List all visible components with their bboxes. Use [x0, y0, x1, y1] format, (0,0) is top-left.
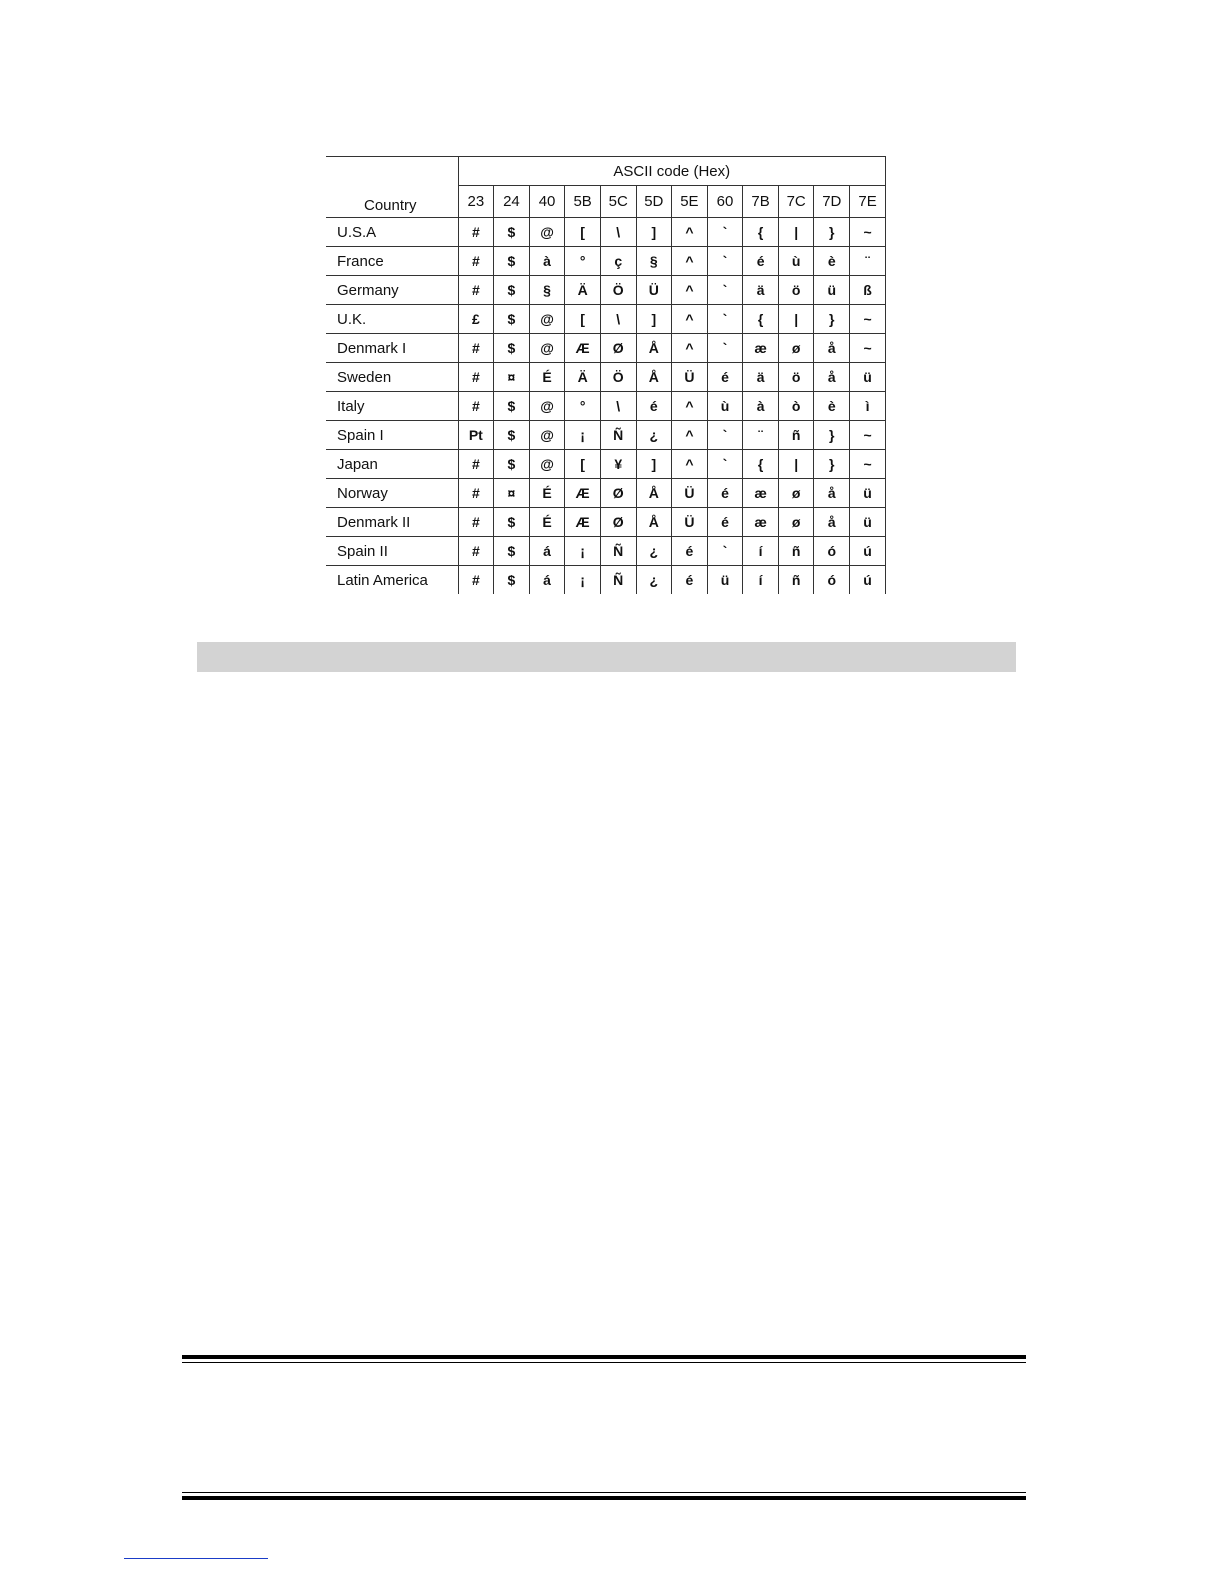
- char-cell: |: [778, 450, 814, 479]
- char-cell: ø: [778, 334, 814, 363]
- char-cell: {: [743, 450, 779, 479]
- char-cell: Æ: [565, 508, 601, 537]
- char-cell: é: [707, 508, 743, 537]
- hex-code-header: 40: [529, 186, 565, 218]
- char-cell: $: [494, 450, 530, 479]
- char-cell: é: [707, 363, 743, 392]
- country-cell: Norway: [326, 479, 458, 508]
- char-cell: Ø: [600, 334, 636, 363]
- country-cell: Denmark II: [326, 508, 458, 537]
- char-cell: Ø: [600, 508, 636, 537]
- gray-caption-bar: [197, 642, 1016, 672]
- char-cell: [: [565, 218, 601, 247]
- char-cell: {: [743, 218, 779, 247]
- char-cell: ^: [672, 276, 708, 305]
- char-cell: ^: [672, 450, 708, 479]
- char-cell: ö: [778, 276, 814, 305]
- char-cell: \: [600, 305, 636, 334]
- char-cell: ä: [743, 276, 779, 305]
- char-cell: é: [672, 566, 708, 595]
- footer-top-rule-thin: [182, 1362, 1026, 1363]
- char-cell: Ü: [672, 363, 708, 392]
- char-cell: Ä: [565, 276, 601, 305]
- char-cell: $: [494, 305, 530, 334]
- char-cell: ]: [636, 305, 672, 334]
- char-cell: #: [458, 363, 494, 392]
- country-cell: Denmark I: [326, 334, 458, 363]
- char-cell: }: [814, 421, 850, 450]
- char-cell: $: [494, 276, 530, 305]
- char-cell: [: [565, 450, 601, 479]
- char-cell: ú: [850, 537, 886, 566]
- char-cell: $: [494, 218, 530, 247]
- char-cell: }: [814, 305, 850, 334]
- char-cell: `: [707, 218, 743, 247]
- char-cell: ó: [814, 566, 850, 595]
- char-cell: §: [529, 276, 565, 305]
- char-cell: Ü: [672, 479, 708, 508]
- char-cell: #: [458, 218, 494, 247]
- char-cell: É: [529, 508, 565, 537]
- hex-code-header: 7B: [743, 186, 779, 218]
- char-cell: ü: [707, 566, 743, 595]
- char-cell: }: [814, 450, 850, 479]
- char-cell: ø: [778, 508, 814, 537]
- table-header-row: [326, 157, 886, 186]
- char-cell: ü: [850, 508, 886, 537]
- char-cell: @: [529, 450, 565, 479]
- char-cell: è: [814, 392, 850, 421]
- hex-code-header: 23: [458, 186, 494, 218]
- country-cell: Latin America: [326, 566, 458, 595]
- country-cell: Sweden: [326, 363, 458, 392]
- country-cell: Spain I: [326, 421, 458, 450]
- char-cell: ä: [743, 363, 779, 392]
- char-cell: Ñ: [600, 566, 636, 595]
- char-cell: |: [778, 218, 814, 247]
- char-cell: $: [494, 508, 530, 537]
- char-cell: ^: [672, 247, 708, 276]
- char-cell: @: [529, 218, 565, 247]
- char-cell: \: [600, 218, 636, 247]
- char-cell: Ö: [600, 276, 636, 305]
- char-cell: °: [565, 247, 601, 276]
- char-cell: `: [707, 334, 743, 363]
- char-cell: Ü: [636, 276, 672, 305]
- char-cell: á: [529, 537, 565, 566]
- char-cell: ~: [850, 334, 886, 363]
- char-cell: É: [529, 479, 565, 508]
- country-cell: U.K.: [326, 305, 458, 334]
- char-cell: #: [458, 537, 494, 566]
- char-cell: ¿: [636, 537, 672, 566]
- char-cell: `: [707, 247, 743, 276]
- char-cell: ¡: [565, 421, 601, 450]
- char-cell: Pt: [458, 421, 494, 450]
- hex-code-header: 60: [707, 186, 743, 218]
- char-cell: ¤: [494, 479, 530, 508]
- char-cell: ø: [778, 479, 814, 508]
- hex-code-header: 5C: [600, 186, 636, 218]
- table-body: [326, 218, 886, 595]
- char-cell: Ñ: [600, 537, 636, 566]
- hex-code-header: 5B: [565, 186, 601, 218]
- char-cell: ñ: [778, 537, 814, 566]
- char-cell: å: [814, 363, 850, 392]
- footnote-separator: [124, 1558, 268, 1559]
- char-cell: ¡: [565, 566, 601, 595]
- char-cell: ö: [778, 363, 814, 392]
- char-cell: ú: [850, 566, 886, 595]
- char-cell: Å: [636, 334, 672, 363]
- char-cell: æ: [743, 508, 779, 537]
- char-cell: @: [529, 421, 565, 450]
- footer-top-rule-thick: [182, 1355, 1026, 1359]
- hex-code-header: 7E: [850, 186, 886, 218]
- char-cell: ^: [672, 334, 708, 363]
- char-cell: ]: [636, 450, 672, 479]
- hex-code-header: 7D: [814, 186, 850, 218]
- char-cell: #: [458, 334, 494, 363]
- char-cell: \: [600, 392, 636, 421]
- char-cell: ^: [672, 392, 708, 421]
- char-cell: ü: [814, 276, 850, 305]
- char-cell: ¨: [743, 421, 779, 450]
- char-cell: é: [707, 479, 743, 508]
- char-cell: æ: [743, 334, 779, 363]
- char-cell: $: [494, 392, 530, 421]
- char-cell: ñ: [778, 566, 814, 595]
- char-cell: ~: [850, 450, 886, 479]
- char-cell: é: [636, 392, 672, 421]
- char-cell: Ñ: [600, 421, 636, 450]
- char-cell: `: [707, 421, 743, 450]
- char-cell: å: [814, 508, 850, 537]
- hex-code-header: 24: [494, 186, 530, 218]
- char-cell: @: [529, 392, 565, 421]
- char-cell: ó: [814, 537, 850, 566]
- char-cell: ü: [850, 363, 886, 392]
- table-row: [326, 363, 886, 392]
- char-cell: `: [707, 450, 743, 479]
- char-cell: `: [707, 537, 743, 566]
- table-row: [326, 566, 886, 595]
- hex-code-header: 5E: [672, 186, 708, 218]
- hex-code-header: 5D: [636, 186, 672, 218]
- table-row: [326, 305, 886, 334]
- char-cell: $: [494, 566, 530, 595]
- char-cell: ¿: [636, 421, 672, 450]
- char-cell: $: [494, 537, 530, 566]
- international-charset-table: [326, 156, 886, 594]
- char-cell: í: [743, 537, 779, 566]
- char-cell: Æ: [565, 334, 601, 363]
- char-cell: °: [565, 392, 601, 421]
- char-cell: Å: [636, 363, 672, 392]
- char-cell: ]: [636, 218, 672, 247]
- char-cell: ^: [672, 421, 708, 450]
- char-cell: É: [529, 363, 565, 392]
- table-row: [326, 218, 886, 247]
- char-cell: ì: [850, 392, 886, 421]
- char-cell: í: [743, 566, 779, 595]
- char-cell: ù: [778, 247, 814, 276]
- char-cell: ~: [850, 305, 886, 334]
- char-cell: §: [636, 247, 672, 276]
- char-cell: @: [529, 334, 565, 363]
- char-cell: $: [494, 334, 530, 363]
- char-cell: é: [743, 247, 779, 276]
- country-cell: France: [326, 247, 458, 276]
- char-cell: Æ: [565, 479, 601, 508]
- table-row: [326, 247, 886, 276]
- country-cell: Italy: [326, 392, 458, 421]
- char-cell: ¥: [600, 450, 636, 479]
- char-cell: ¤: [494, 363, 530, 392]
- char-cell: à: [743, 392, 779, 421]
- char-cell: `: [707, 305, 743, 334]
- char-cell: [: [565, 305, 601, 334]
- char-cell: @: [529, 305, 565, 334]
- char-cell: #: [458, 479, 494, 508]
- country-cell: Spain II: [326, 537, 458, 566]
- country-column-header: Country: [326, 157, 458, 218]
- char-cell: é: [672, 537, 708, 566]
- char-cell: #: [458, 566, 494, 595]
- char-cell: |: [778, 305, 814, 334]
- char-cell: Å: [636, 479, 672, 508]
- char-cell: æ: [743, 479, 779, 508]
- char-cell: {: [743, 305, 779, 334]
- char-cell: à: [529, 247, 565, 276]
- char-cell: Ü: [672, 508, 708, 537]
- char-cell: ~: [850, 421, 886, 450]
- char-cell: ß: [850, 276, 886, 305]
- char-cell: ^: [672, 305, 708, 334]
- char-cell: á: [529, 566, 565, 595]
- char-cell: ¿: [636, 566, 672, 595]
- char-cell: ñ: [778, 421, 814, 450]
- char-cell: ¨: [850, 247, 886, 276]
- char-cell: #: [458, 508, 494, 537]
- ascii-code-group-header: ASCII code (Hex): [458, 157, 885, 186]
- char-cell: `: [707, 276, 743, 305]
- country-cell: U.S.A: [326, 218, 458, 247]
- hex-code-header: 7C: [778, 186, 814, 218]
- table-row: [326, 421, 886, 450]
- char-cell: Ä: [565, 363, 601, 392]
- char-cell: ~: [850, 218, 886, 247]
- table-row: [326, 392, 886, 421]
- table-row: [326, 276, 886, 305]
- table-row: [326, 508, 886, 537]
- table-row: [326, 450, 886, 479]
- table-row: [326, 537, 886, 566]
- table-row: [326, 334, 886, 363]
- char-cell: ç: [600, 247, 636, 276]
- char-cell: å: [814, 479, 850, 508]
- country-cell: Japan: [326, 450, 458, 479]
- char-cell: ¡: [565, 537, 601, 566]
- char-cell: å: [814, 334, 850, 363]
- char-cell: #: [458, 247, 494, 276]
- footer-bottom-rule-thick: [182, 1496, 1026, 1500]
- char-cell: Å: [636, 508, 672, 537]
- char-cell: è: [814, 247, 850, 276]
- char-cell: ò: [778, 392, 814, 421]
- char-cell: #: [458, 450, 494, 479]
- footer-bottom-rule-thin: [182, 1492, 1026, 1493]
- country-cell: Germany: [326, 276, 458, 305]
- char-cell: ^: [672, 218, 708, 247]
- char-cell: #: [458, 276, 494, 305]
- char-cell: #: [458, 392, 494, 421]
- char-cell: ù: [707, 392, 743, 421]
- char-cell: $: [494, 421, 530, 450]
- char-cell: $: [494, 247, 530, 276]
- table-row: [326, 479, 886, 508]
- char-cell: Ö: [600, 363, 636, 392]
- char-cell: Ø: [600, 479, 636, 508]
- char-cell: }: [814, 218, 850, 247]
- char-cell: £: [458, 305, 494, 334]
- char-cell: ü: [850, 479, 886, 508]
